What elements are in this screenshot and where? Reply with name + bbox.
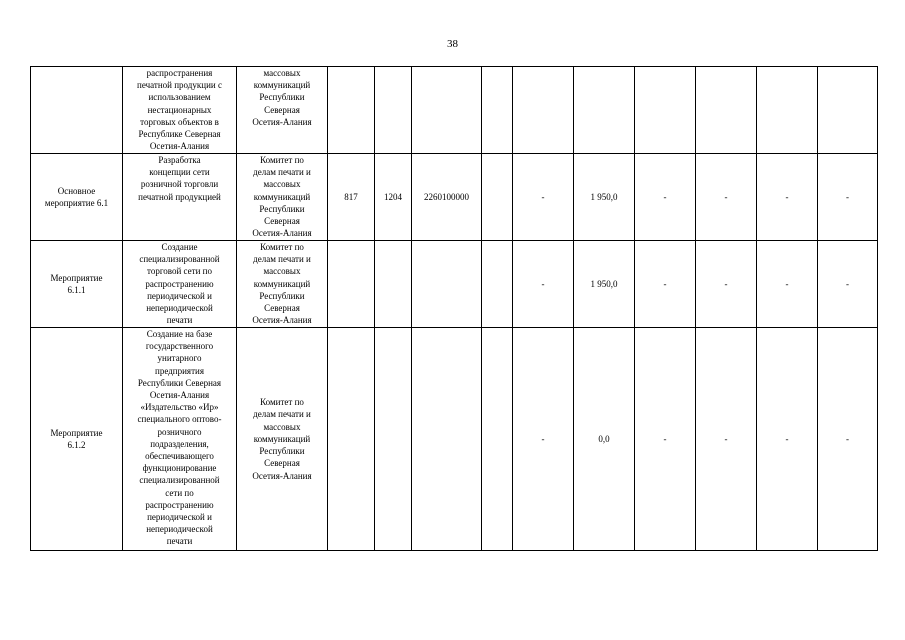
rzpr-cell	[375, 241, 412, 328]
value-cell-3: -	[635, 154, 696, 241]
csr-cell	[412, 241, 482, 328]
rzpr-cell	[375, 328, 412, 551]
activity-description-cell: Разработка концепции сети розничной торговли печатной продукцией	[123, 154, 237, 241]
activity-name-cell: Мероприятие 6.1.2	[31, 328, 123, 551]
value-cell-2	[574, 67, 635, 154]
table-row	[31, 154, 878, 241]
executor-cell: Комитет по делам печати и массовых коммуникаций Республики Северная Осетия-Алания	[237, 241, 328, 328]
value-cell-1: -	[513, 328, 574, 551]
activity-name-cell: Мероприятие 6.1.1	[31, 241, 123, 328]
grbs-cell: 817	[328, 154, 375, 241]
activity-description-cell: распространения печатной продукции с использованием нестационарных торговых объектов в Республике Северная Осетия-Алания	[123, 67, 237, 154]
value-cell-3	[635, 67, 696, 154]
value-cell-4: -	[696, 328, 757, 551]
value-cell-6	[818, 67, 878, 154]
csr-cell: 2260100000	[412, 154, 482, 241]
value-cell-1: -	[513, 154, 574, 241]
rzpr-cell	[375, 67, 412, 154]
table-row	[31, 241, 878, 328]
rzpr-cell: 1204	[375, 154, 412, 241]
table-row	[31, 67, 878, 154]
value-cell-5	[757, 67, 818, 154]
page-number: 38	[447, 38, 458, 50]
value-cell-4: -	[696, 241, 757, 328]
value-cell-5: -	[757, 154, 818, 241]
value-cell-1: -	[513, 241, 574, 328]
vr-cell	[482, 67, 513, 154]
activity-name-cell: Основное мероприятие 6.1	[31, 154, 123, 241]
vr-cell	[482, 241, 513, 328]
value-cell-1	[513, 67, 574, 154]
activity-description-cell: Создание на базе государственного унитарного предприятия Республики Северная Осетия-Алания «Издательство «Ир» специального оптово- розничного подразделения, обеспечивающего функционирование специализированной сети по распространению периодической и непериодической печати	[123, 328, 237, 551]
table-row	[31, 328, 878, 551]
value-cell-4	[696, 67, 757, 154]
value-cell-3: -	[635, 241, 696, 328]
executor-cell: Комитет по делам печати и массовых коммуникаций Республики Северная Осетия-Алания	[237, 328, 328, 551]
grbs-cell	[328, 328, 375, 551]
value-cell-2: 1 950,0	[574, 241, 635, 328]
value-cell-5: -	[757, 328, 818, 551]
csr-cell	[412, 67, 482, 154]
program-table	[30, 66, 878, 551]
value-cell-6: -	[818, 241, 878, 328]
value-cell-4: -	[696, 154, 757, 241]
value-cell-6: -	[818, 328, 878, 551]
csr-cell	[412, 328, 482, 551]
value-cell-3: -	[635, 328, 696, 551]
vr-cell	[482, 154, 513, 241]
value-cell-5: -	[757, 241, 818, 328]
activity-description-cell: Создание специализированной торговой сети по распространению периодической и непериодической печати	[123, 241, 237, 328]
grbs-cell	[328, 67, 375, 154]
value-cell-2: 0,0	[574, 328, 635, 551]
vr-cell	[482, 328, 513, 551]
value-cell-6: -	[818, 154, 878, 241]
executor-cell: массовых коммуникаций Республики Северная Осетия-Алания	[237, 67, 328, 154]
executor-cell: Комитет по делам печати и массовых коммуникаций Республики Северная Осетия-Алания	[237, 154, 328, 241]
activity-name-cell	[31, 67, 123, 154]
value-cell-2: 1 950,0	[574, 154, 635, 241]
grbs-cell	[328, 241, 375, 328]
